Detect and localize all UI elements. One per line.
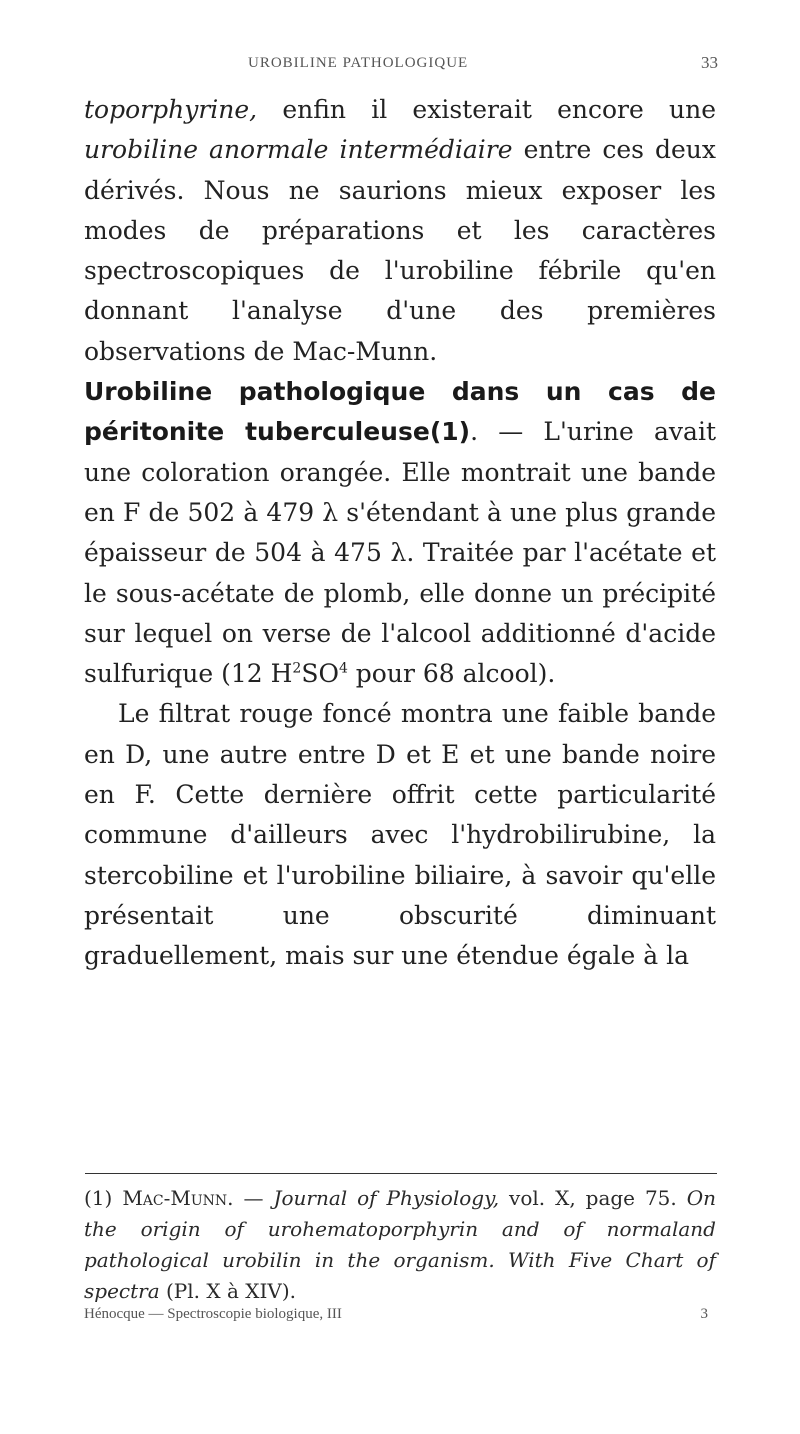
footnote-rule bbox=[85, 1173, 717, 1174]
paragraph-1 bbox=[84, 90, 716, 372]
paragraph-2-text-c: pour 68 alcool). bbox=[347, 659, 556, 689]
paragraph-3: Le filtrat rouge foncé montra une faible bande en D, une autre entre D et E et une bande noire en F. Cette dernière offrit cette particularité commune d'ailleurs avec l'hydrobilirubine, la stercobiline et l'urobiline biliaire, à savoir qu'elle présentait une obscurité diminuant graduellement, mais sur une étendue égale à la bbox=[84, 699, 716, 971]
paragraph-2-text-a: . — L'urine avait une coloration orangée. Elle montrait une bande en F de 502 à 479 λ s'étendant à une plus grande épaisseur de 504 à 475 λ. Traitée par l'acétate et le sous-acétate de plomb, elle donne un précipité sur lequel on verse de l'alcool additionné d'acide sulfurique (12 H bbox=[84, 417, 716, 689]
formula-superscript-2: 2 bbox=[292, 660, 302, 677]
formula-superscript-4: 4 bbox=[338, 660, 348, 677]
footnote-volume: vol. X, page 75. bbox=[499, 1186, 687, 1210]
term-urobiline-anormale: urobiline anormale intermédiaire bbox=[84, 135, 513, 165]
footnote-reference bbox=[430, 417, 470, 446]
footnote-plates: (Pl. X à XIV). bbox=[159, 1279, 296, 1303]
footnote-marker: (1) bbox=[84, 1186, 113, 1210]
footnote-author: Mac-Munn. bbox=[122, 1186, 234, 1210]
running-header bbox=[248, 55, 718, 72]
section-heading: Urobiline pathologique dans un cas de péritonite tuberculeuse bbox=[84, 377, 716, 447]
paragraph-1-text-b: entre ces deux dérivés. Nous ne saurions mieux exposer les modes de préparations et les caractères spectroscopiques de l'urobiline fébrile qu'en donnant l'analyse d'une des premières observations de Mac-Munn. bbox=[84, 135, 717, 366]
footnote bbox=[84, 1183, 716, 1307]
term-toporphyrine: toporphyrine, bbox=[84, 95, 258, 124]
running-title: UROBILINE PATHOLOGIQUE bbox=[248, 55, 469, 71]
signature-mark: 3 bbox=[700, 1306, 708, 1322]
footnote-reference-marker: (1) bbox=[429, 417, 471, 447]
paragraph-2-text-b: SO bbox=[301, 659, 339, 689]
page-number: 33 bbox=[701, 53, 718, 72]
footnote-journal: Journal of Physiology, bbox=[273, 1186, 500, 1210]
signature-title: Hénocque — Spectroscopie biologique, III bbox=[84, 1306, 342, 1322]
footnote-title: On the origin of urohematoporphyrin and of normaland pathological urobilin in the organism. With Five Chart of spectra bbox=[84, 1186, 717, 1303]
paragraph-2 bbox=[84, 372, 716, 694]
footnote-dash: — bbox=[233, 1186, 274, 1210]
main-text bbox=[84, 90, 716, 977]
paragraph-1-text-a: enfin il existerait encore une bbox=[257, 95, 716, 124]
